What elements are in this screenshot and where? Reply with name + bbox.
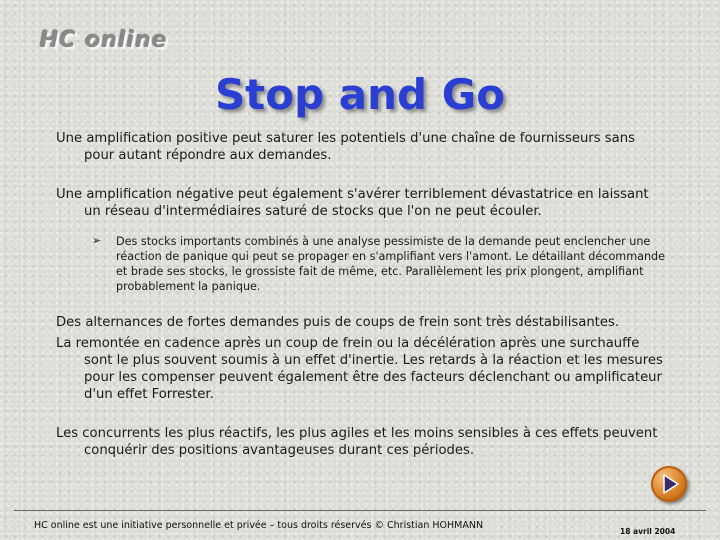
- paragraph-negative-amplification: Une amplification négative peut également s'avérer terriblement dévastatrice en laissant un réseau d'intermédiaires saturé de stocks que l'on ne peut écouler.: [56, 187, 649, 219]
- paragraph-concurrents: Les concurrents les plus réactifs, les plus agiles et les moins sensibles à ces effets peuvent conquérir des positions avantageuses durant ces périodes.: [56, 426, 658, 458]
- play-arrow-icon: [651, 466, 687, 502]
- paragraph-alternances: Des alternances de fortes demandes puis de coups de frein sont très déstabilisantes.: [56, 315, 620, 330]
- site-logo: HC online: [40, 28, 168, 53]
- footer-copyright: HC online est une initiative personnelle et privée – tous droits réservés © Christian HOHMANN: [34, 520, 484, 531]
- bullet-text: Des stocks importants combinés à une analyse pessimiste de la demande peut enclencher une réaction de panique qui peut se propager en s'amplifiant vers l'amont. Le détaillant décommande et brade ses stocks, le grossiste fait de même, etc. Parallèlement les prix plongent, amplifiant probablement la panique.: [116, 235, 666, 293]
- paragraph-remontee: La remontée en cadence après un coup de frein ou la décélération après une surchauffe sont le plus souvent soumis à un effet d'inertie. Les retards à la réaction et les mesures pour les compenser peuvent également être des facteurs déclenchant ou amplificateur d'un effet Forrester.: [56, 336, 663, 402]
- bullet-item: [92, 234, 666, 294]
- page-title: Stop and Go: [214, 70, 506, 119]
- bullet-arrow-icon: ➢: [92, 234, 102, 247]
- paragraph-positive-amplification: Une amplification positive peut saturer les potentiels d'une chaîne de fournisseurs sans pour autant répondre aux demandes.: [56, 131, 635, 163]
- footer-date: 18 avril 2004: [620, 527, 676, 536]
- slide-content: [56, 130, 666, 459]
- next-slide-button[interactable]: [651, 466, 687, 502]
- footer-divider: [14, 510, 706, 511]
